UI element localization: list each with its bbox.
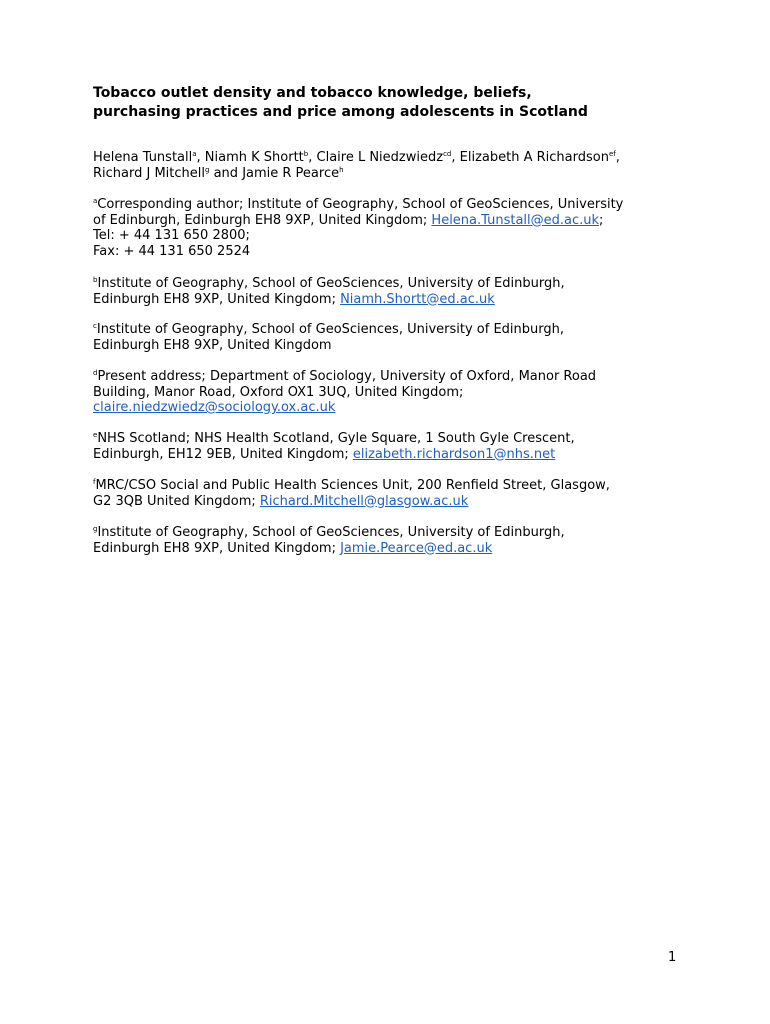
- author-5-sup: g: [205, 165, 210, 174]
- affiliation-a: [93, 197, 713, 259]
- affiliation-f-line-2: G2 3QB United Kingdom;: [93, 493, 260, 509]
- affiliation-a-sup: a: [93, 197, 98, 205]
- affiliation-a-tel: Tel: + 44 131 650 2800;: [93, 228, 250, 243]
- author-3-sup: cd: [443, 150, 452, 158]
- affiliation-d-line-1: Present address; Department of Sociology, University of Oxford, Manor Road: [97, 369, 597, 384]
- author-1-sep: ,: [196, 150, 205, 165]
- affiliation-a-line-2: of Edinburgh, Edinburgh EH8 9XP, United Kingdom;: [93, 212, 432, 228]
- affiliation-b: [93, 276, 713, 307]
- author-5-name: Richard J Mitchell: [93, 165, 205, 181]
- paper-title: [93, 84, 713, 122]
- author-3-name: Claire L Niedzwiedz: [316, 150, 444, 165]
- affiliation-d-email-link[interactable]: claire.niedzwiedz@sociology.ox.ac.uk: [93, 400, 336, 415]
- affiliation-a-fax: Fax: + 44 131 650 2524: [93, 243, 251, 259]
- author-2-sup: b: [303, 150, 309, 158]
- affiliation-f-email-link[interactable]: Richard.Mitchell@glasgow.ac.uk: [259, 493, 469, 509]
- author-4-sup: ef: [608, 150, 616, 158]
- affiliation-b-line-2: Edinburgh EH8 9XP, United Kingdom;: [93, 291, 341, 307]
- affiliation-g-line-1: Institute of Geography, School of GeoSciences, University of Edinburgh,: [97, 525, 565, 540]
- affiliation-f-line-1: MRC/CSO Social and Public Health Sciences Unit, 200 Renfield Street, Glasgow,: [95, 478, 610, 493]
- affiliation-g: [93, 525, 713, 556]
- author-list: [93, 150, 713, 181]
- author-5-sep: and: [209, 165, 243, 181]
- title-line-2: purchasing practices and price among adolescents in Scotland: [93, 104, 588, 120]
- affiliation-g-line-2: Edinburgh EH8 9XP, United Kingdom;: [93, 540, 341, 556]
- author-1-sup: a: [192, 150, 197, 158]
- affiliation-e-email-link[interactable]: elizabeth.richardson1@nhs.net: [352, 446, 556, 462]
- affiliation-b-line-1: Institute of Geography, School of GeoSciences, University of Edinburgh,: [97, 276, 565, 291]
- author-3-sep: ,: [451, 150, 460, 165]
- author-1-name: Helena Tunstall: [93, 150, 193, 165]
- affiliation-e: [93, 431, 713, 462]
- author-6-sup: h: [339, 165, 344, 174]
- affiliation-b-email-link[interactable]: Niamh.Shortt@ed.ac.uk: [340, 291, 495, 307]
- affiliation-d: [93, 369, 713, 416]
- affiliation-c-line-1: Institute of Geography, School of GeoSciences, University of Edinburgh,: [96, 322, 565, 337]
- affiliation-e-line-1: NHS Scotland; NHS Health Scotland, Gyle Square, 1 South Gyle Crescent,: [97, 431, 575, 446]
- affiliation-d-line-2: Building, Manor Road, Oxford OX1 3UQ, United Kingdom;: [93, 384, 464, 400]
- page-number: 1: [668, 950, 677, 965]
- affiliation-a-line-1: Corresponding author; Institute of Geography, School of GeoSciences, University: [97, 197, 624, 212]
- affiliation-e-sup: e: [93, 431, 98, 439]
- affiliation-b-sup: b: [93, 276, 98, 284]
- affiliation-f-sup: f: [93, 478, 96, 486]
- author-4-sep: ,: [615, 150, 620, 165]
- affiliation-a-after-email: ;: [599, 212, 604, 228]
- affiliation-e-line-2: Edinburgh, EH12 9EB, United Kingdom;: [93, 446, 353, 462]
- title-line-1: Tobacco outlet density and tobacco knowledge, beliefs,: [93, 85, 532, 101]
- affiliation-c: [93, 322, 713, 353]
- author-6-name: Jamie R Pearce: [242, 165, 340, 181]
- author-4-name: Elizabeth A Richardson: [459, 150, 609, 165]
- affiliation-g-sup: g: [93, 525, 98, 533]
- author-2-name: Niamh K Shortt: [204, 150, 304, 165]
- affiliation-a-email-link[interactable]: Helena.Tunstall@ed.ac.uk: [431, 212, 600, 228]
- affiliation-f: [93, 478, 713, 509]
- affiliation-d-sup: d: [93, 369, 98, 377]
- author-2-sep: ,: [308, 150, 317, 165]
- affiliation-g-email-link[interactable]: Jamie.Pearce@ed.ac.uk: [340, 540, 493, 556]
- affiliation-c-sup: c: [93, 322, 97, 330]
- affiliation-c-line-2: Edinburgh EH8 9XP, United Kingdom: [93, 337, 332, 353]
